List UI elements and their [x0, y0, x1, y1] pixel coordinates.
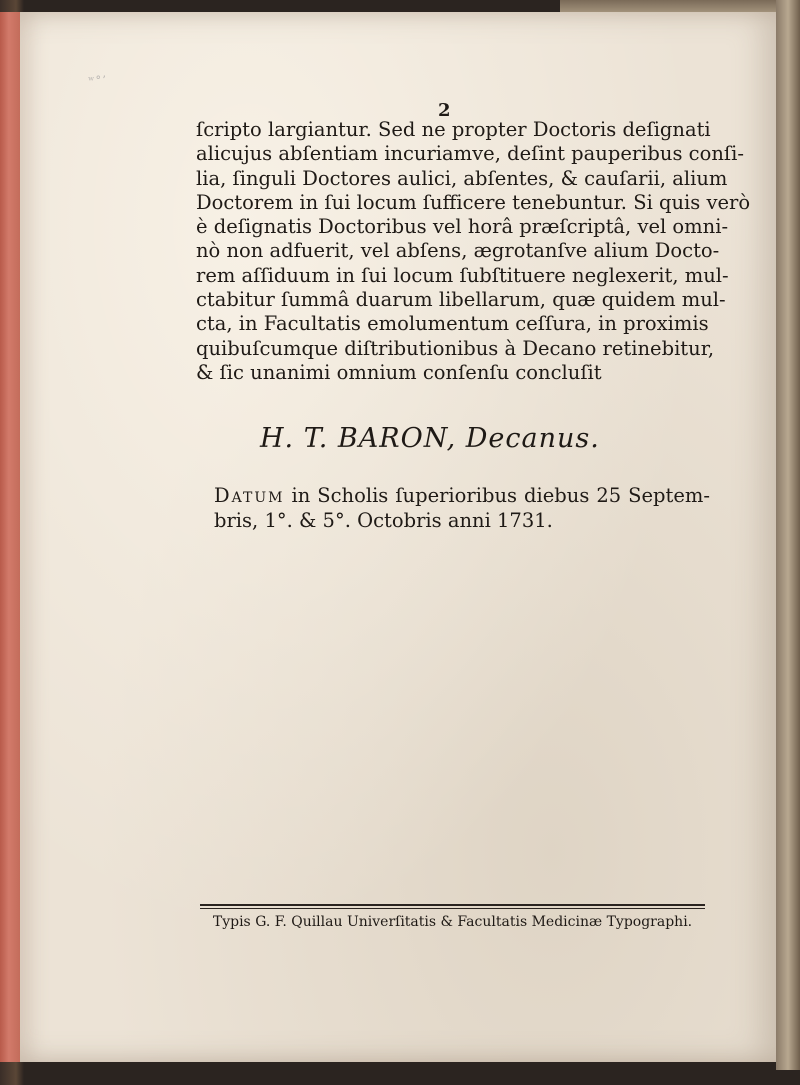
- paragraph-line: è deſignatis Doctoribus vel horâ præſcriptâ, vel omni-: [196, 215, 729, 239]
- paragraph-line: Doctorem in ſui locum ſufficere tenebuntur. Si quis verò: [196, 190, 751, 214]
- paragraph-line: rem aſſiduum in ſui locum ſubſtituere neglexerit, mul-: [196, 263, 729, 287]
- imprint-rule-thick: [200, 904, 705, 906]
- datum-paragraph: [214, 484, 710, 533]
- datum-line: [214, 484, 710, 509]
- datum-line: bris, 1°. & 5°. Octobris anni 1731.: [214, 508, 553, 532]
- paragraph-line: quibuſcumque diſtributionibus à Decano retinebitur,: [196, 336, 715, 360]
- paragraph-line: ctabitur ſummâ duarum libellarum, quæ quidem mul-: [196, 288, 726, 312]
- paragraph-line: lia, ſinguli Doctores aulici, abſentes, & cauſarii, alium: [196, 166, 728, 190]
- datum-lead: Datum: [214, 484, 285, 507]
- printer-imprint: Typis G. F. Quillau Univerſitatis & Facultatis Medicinæ Typographi.: [212, 914, 693, 930]
- paragraph-line: ſcripto largiantur. Sed ne propter Doctoris deſignati: [196, 118, 711, 141]
- paragraph-line: nò non adfuerit, vel abſens, ægrotanſve alium Docto-: [196, 239, 720, 263]
- dean-signature: H. T. BARON, Decanus.: [260, 423, 600, 454]
- paragraph-line: & ſic unanimi omnium conſenſu concluſit: [196, 360, 602, 384]
- datum-line-rest: in Scholis ſuperioribus diebus 25 Septem-: [284, 484, 710, 507]
- paragraph-line: cta, in Facultatis emolumentum ceſſura, in proximis: [196, 312, 709, 336]
- imprint-rule-thin: [200, 908, 705, 909]
- margin-mark: ʷ°ʼ: [88, 74, 107, 87]
- paragraph-line: alicujus abſentiam incuriamve, deſint pauperibus conſi-: [196, 142, 744, 166]
- page-number: 2: [438, 100, 451, 121]
- body-paragraph: [196, 118, 751, 385]
